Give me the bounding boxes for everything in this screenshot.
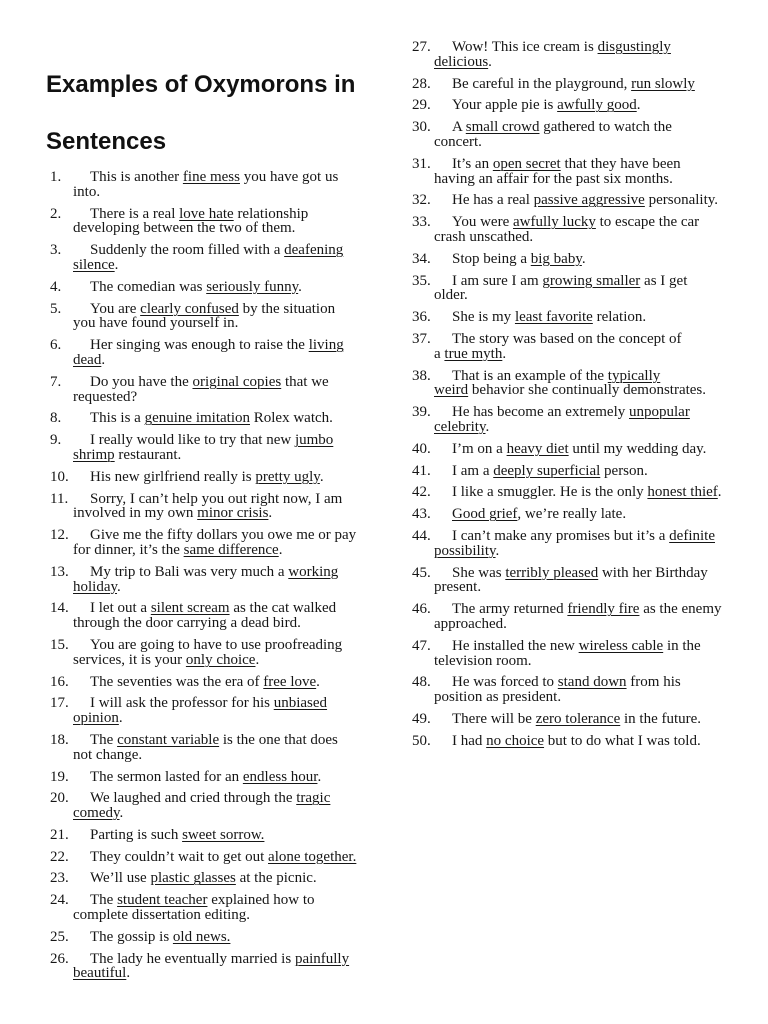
oxymoron-phrase: run slowly <box>631 75 695 92</box>
oxymoron-phrase: working holiday <box>73 563 339 595</box>
item-sentence <box>73 433 390 463</box>
oxymoron-phrase: sweet sorrow. <box>182 826 265 843</box>
sentence-text-before: She was <box>452 564 506 581</box>
list-item <box>412 405 752 435</box>
item-sentence <box>73 770 390 785</box>
sentence-text-after: at the picnic. <box>235 870 317 887</box>
sentence-text-before: You are <box>90 300 141 317</box>
oxymoron-phrase: no choice <box>486 732 545 749</box>
item-number: 50. <box>412 732 431 749</box>
item-number: 18. <box>50 731 69 748</box>
oxymoron-phrase: plastic glasses <box>150 870 236 887</box>
item-number: 23. <box>50 870 69 887</box>
sentence-text-after: from his position as president. <box>434 674 681 706</box>
list-item <box>50 470 390 485</box>
item-number: 12. <box>50 527 69 544</box>
item-number: 47. <box>412 637 431 654</box>
sentence-text-before: This is another <box>90 169 183 185</box>
oxymoron-phrase: only choice <box>185 651 256 668</box>
sentence-text-after: . <box>495 542 500 559</box>
sentence-text-before: You are going to have to use proofreading services, it is your <box>73 636 343 668</box>
oxymoron-phrase: friendly fire <box>567 601 640 618</box>
item-number: 8. <box>50 410 62 427</box>
item-number: 39. <box>412 404 431 421</box>
list-item <box>50 302 390 332</box>
oxymoron-phrase: small crowd <box>465 119 540 136</box>
sentence-text-after: . <box>502 345 507 362</box>
oxymoron-phrase: silent scream <box>150 600 230 617</box>
sentence-text-after: with her Birthday present. <box>434 564 708 596</box>
item-number: 5. <box>50 300 62 317</box>
oxymoron-phrase: painfully beautiful <box>73 950 350 982</box>
item-number: 44. <box>412 527 431 544</box>
list-item <box>412 464 752 479</box>
sentence-text-before: You were <box>452 214 513 231</box>
item-sentence <box>73 952 390 982</box>
item-sentence <box>73 528 390 558</box>
oxymoron-phrase: unpopular celebrity <box>434 404 690 435</box>
oxymoron-phrase: stand down <box>557 674 627 691</box>
sentence-text-after: by the situation you have found yourself in. <box>73 300 336 332</box>
item-number: 27. <box>412 39 431 55</box>
item-sentence <box>434 566 752 596</box>
item-number: 34. <box>412 250 431 267</box>
oxymoron-phrase: open secret <box>492 155 561 172</box>
sentence-text-after: relationship developing between the two of them. <box>73 205 309 237</box>
sentence-text-after: as the cat walked through the door carrying a dead bird. <box>73 600 337 632</box>
oxymoron-phrase: awfully lucky <box>512 214 596 231</box>
list-item <box>412 675 752 705</box>
sentence-text-before: He installed the new <box>452 637 579 654</box>
item-sentence <box>73 696 390 726</box>
list-item <box>412 369 752 399</box>
item-sentence <box>434 193 752 208</box>
sentence-text-before: I let out a <box>90 600 151 617</box>
item-number: 40. <box>412 440 431 457</box>
item-sentence <box>434 464 752 479</box>
oxymoron-phrase: zero tolerance <box>535 710 621 727</box>
item-sentence <box>434 310 752 325</box>
list-item <box>412 602 752 632</box>
item-number: 43. <box>412 506 431 523</box>
sentence-text-before: The comedian was <box>90 278 207 295</box>
list-item <box>50 528 390 558</box>
sentence-text-after: but to do what I was told. <box>544 732 701 749</box>
item-number: 14. <box>50 600 69 617</box>
item-sentence <box>434 529 752 559</box>
sentence-text-after: in the television room. <box>434 637 701 669</box>
sentence-text-after: personality. <box>644 192 719 209</box>
item-sentence <box>434 252 752 267</box>
oxymoron-phrase: deafening silence <box>73 242 344 273</box>
list-item <box>412 120 752 150</box>
sentence-text-before: The <box>90 892 118 909</box>
list-item <box>412 734 752 749</box>
item-number: 30. <box>412 119 431 136</box>
list-item <box>50 433 390 463</box>
oxymoron-phrase: constant variable <box>117 731 220 748</box>
sentence-text-before: Give me the fifty dollars you owe me or pay for dinner, it’s the <box>73 527 357 558</box>
oxymoron-phrase: heavy diet <box>506 440 569 457</box>
sentence-text-before: It’s an <box>452 155 493 172</box>
item-number: 35. <box>412 272 431 289</box>
sentence-text-before: Parting is such <box>90 826 183 843</box>
sentence-text-before: Her singing was enough to raise the <box>90 337 309 354</box>
oxymoron-phrase: least favorite <box>514 309 593 326</box>
item-sentence <box>73 243 390 273</box>
oxymoron-phrase: typically weird <box>434 367 661 399</box>
item-number: 28. <box>412 75 431 92</box>
sentence-text-after: . <box>119 805 124 822</box>
right-column-list <box>412 40 752 755</box>
sentence-text-before: Suddenly the room filled with a <box>90 242 285 259</box>
item-sentence <box>434 332 752 362</box>
oxymoron-phrase: awfully good <box>557 97 637 114</box>
sentence-text-after: relation. <box>592 309 647 326</box>
oxymoron-phrase: genuine imitation <box>144 410 250 427</box>
list-item <box>50 492 390 522</box>
sentence-text-after: as I get older. <box>434 272 688 304</box>
sentence-text-after: . <box>255 651 260 668</box>
sentence-text-before: The <box>90 731 118 748</box>
sentence-text-before: I’m on a <box>452 440 507 457</box>
item-sentence <box>434 274 752 304</box>
sentence-text-before: A <box>452 119 466 136</box>
list-item <box>412 507 752 522</box>
sentence-text-before: Wow! This ice cream is <box>452 39 598 55</box>
oxymoron-phrase: endless hour <box>242 768 318 785</box>
item-sentence <box>434 120 752 150</box>
item-number: 3. <box>50 242 62 259</box>
item-sentence <box>73 733 390 763</box>
sentence-text-after: . <box>488 53 492 70</box>
sentence-text-after: . <box>114 256 119 273</box>
sentence-text-before: She is my <box>452 309 515 326</box>
oxymoron-phrase: big baby <box>530 250 582 267</box>
list-item <box>50 565 390 595</box>
sentence-text-after: , we’re really late. <box>517 506 627 523</box>
sentence-text-after: . <box>317 768 322 785</box>
list-item <box>412 529 752 559</box>
list-item <box>50 675 390 690</box>
oxymoron-phrase: tragic comedy <box>73 790 331 822</box>
list-item <box>50 411 390 426</box>
list-item <box>412 215 752 245</box>
item-number: 19. <box>50 768 69 785</box>
sentence-text-after: . <box>298 278 302 295</box>
item-number: 7. <box>50 373 62 390</box>
sentence-text-after: . <box>126 965 131 982</box>
list-item <box>412 712 752 727</box>
sentence-text-after: . <box>316 673 320 690</box>
sentence-text-before: I can’t make any promises but it’s a <box>452 527 670 544</box>
item-sentence <box>434 40 752 70</box>
sentence-text-after: that they have been having an affair for the past six months. <box>434 155 681 187</box>
list-item <box>50 375 390 405</box>
item-number: 45. <box>412 564 431 581</box>
oxymoron-phrase: true myth <box>444 345 503 362</box>
sentence-text-after: . <box>101 351 106 368</box>
list-item <box>50 893 390 923</box>
page-title-line-1: Examples of Oxymorons in <box>46 71 356 98</box>
oxymoron-phrase: living dead <box>73 337 344 368</box>
item-number: 31. <box>412 155 431 172</box>
list-item <box>50 871 390 886</box>
sentence-text-after: that we requested? <box>73 373 329 405</box>
item-number: 48. <box>412 674 431 691</box>
oxymoron-phrase: passive aggressive <box>533 192 645 209</box>
item-number: 29. <box>412 97 431 114</box>
item-sentence <box>434 157 752 187</box>
oxymoron-phrase: free love <box>263 673 317 690</box>
sentence-text-after: you have got us into. <box>73 169 339 200</box>
item-number: 26. <box>50 950 69 967</box>
item-sentence <box>73 170 390 200</box>
list-item <box>412 193 752 208</box>
list-item <box>50 207 390 237</box>
list-item <box>50 828 390 843</box>
sentence-text-after: . <box>117 578 121 595</box>
sentence-text-before: The lady he eventually married is <box>90 950 295 967</box>
item-number: 9. <box>50 432 62 449</box>
item-number: 46. <box>412 601 431 618</box>
sentence-text-after: to escape the car crash unscathed. <box>434 214 700 245</box>
item-sentence <box>434 675 752 705</box>
item-number: 16. <box>50 673 69 690</box>
item-sentence <box>73 871 390 886</box>
sentence-text-before: There will be <box>452 710 536 727</box>
list-item <box>50 638 390 668</box>
oxymoron-phrase: disgustingly delicious <box>434 39 671 70</box>
item-sentence <box>434 442 752 457</box>
item-number: 17. <box>50 695 69 712</box>
sentence-text-before: I am sure I am <box>452 272 543 289</box>
list-item <box>50 952 390 982</box>
oxymoron-phrase: pretty ugly <box>255 468 320 485</box>
item-sentence <box>73 565 390 595</box>
sentence-text-before: He was forced to <box>452 674 558 691</box>
item-sentence <box>73 280 390 295</box>
item-sentence <box>434 507 752 522</box>
item-number: 1. <box>50 169 62 185</box>
oxymoron-phrase: deeply superficial <box>493 462 601 479</box>
sentence-text-after: in the future. <box>620 710 702 727</box>
item-number: 15. <box>50 636 69 653</box>
sentence-text-before: Do you have the <box>90 373 193 390</box>
sentence-text-after: behavior she continually demonstrates. <box>468 382 707 399</box>
list-item <box>412 252 752 267</box>
sentence-text-before: He has a real <box>452 192 534 209</box>
sentence-text-before: My trip to Bali was very much a <box>90 563 289 580</box>
item-number: 36. <box>412 309 431 326</box>
oxymoron-phrase: fine mess <box>182 169 240 185</box>
item-number: 10. <box>50 468 69 485</box>
list-item <box>412 566 752 596</box>
sentence-text-before: He has become an extremely <box>452 404 630 421</box>
list-item <box>50 280 390 295</box>
item-sentence <box>73 638 390 668</box>
item-number: 38. <box>412 367 431 384</box>
sentence-text-before: We laughed and cried through the <box>90 790 297 807</box>
item-sentence <box>434 485 752 500</box>
list-item <box>412 98 752 113</box>
sentence-text-after: . <box>485 418 490 435</box>
oxymoron-phrase: old news. <box>172 928 231 945</box>
oxymoron-phrase: love hate <box>179 205 234 222</box>
item-number: 6. <box>50 337 62 354</box>
oxymoron-phrase: original copies <box>192 373 282 390</box>
sentence-text-before: Stop being a <box>452 250 531 267</box>
sentence-text-after: is the one that does not change. <box>73 731 338 763</box>
list-item <box>50 770 390 785</box>
item-sentence <box>73 207 390 237</box>
item-sentence <box>73 791 390 821</box>
item-sentence <box>434 98 752 113</box>
sentence-text-before: I will ask the professor for his <box>90 695 274 712</box>
list-item <box>50 170 390 200</box>
sentence-text-after: gathered to watch the concert. <box>434 119 672 150</box>
oxymoron-phrase: Good grief <box>452 506 518 523</box>
item-number: 33. <box>412 214 431 231</box>
item-number: 20. <box>50 790 69 807</box>
item-number: 13. <box>50 563 69 580</box>
sentence-text-before: We’ll use <box>90 870 151 887</box>
left-column-list <box>50 170 390 988</box>
oxymoron-phrase: seriously funny <box>206 278 299 295</box>
item-sentence <box>73 470 390 485</box>
item-sentence <box>434 639 752 669</box>
sentence-text-before: The seventies was the era of <box>90 673 264 690</box>
sentence-text-before: The story was based on the concept of a <box>434 330 682 362</box>
sentence-text-after: Rolex watch. <box>250 410 333 427</box>
oxymoron-phrase: minor crisis <box>197 505 269 522</box>
item-number: 11. <box>50 490 69 507</box>
list-item <box>412 157 752 187</box>
oxymoron-phrase: student teacher <box>117 892 208 909</box>
oxymoron-phrase: honest thief <box>647 484 718 501</box>
item-sentence <box>73 411 390 426</box>
sentence-text-after: . <box>581 250 586 267</box>
item-sentence <box>434 215 752 245</box>
sentence-text-before: I had <box>452 732 487 749</box>
item-sentence <box>73 675 390 690</box>
oxymoron-phrase: clearly confused <box>140 300 239 317</box>
item-sentence <box>73 302 390 332</box>
item-sentence <box>434 712 752 727</box>
item-number: 24. <box>50 892 69 909</box>
item-number: 41. <box>412 462 431 479</box>
oxymoron-phrase: growing smaller <box>542 272 641 289</box>
sentence-text-before: Be careful in the playground, <box>452 75 632 92</box>
oxymoron-phrase: unbiased opinion <box>73 695 328 727</box>
list-item <box>50 696 390 726</box>
list-item <box>412 40 752 70</box>
sentence-text-before: I really would like to try that new <box>90 432 295 449</box>
sentence-text-after: as the enemy approached. <box>434 601 722 632</box>
sentence-text-after: until my wedding day. <box>568 440 707 457</box>
sentence-text-before: The army returned <box>452 601 568 618</box>
oxymoron-phrase: same difference <box>183 541 279 558</box>
item-number: 32. <box>412 192 431 209</box>
item-sentence <box>434 77 752 92</box>
list-item <box>50 850 390 865</box>
item-sentence <box>73 930 390 945</box>
sentence-text-after: . <box>636 97 641 114</box>
sentence-text-after: . <box>717 484 722 501</box>
item-sentence <box>73 893 390 923</box>
list-item <box>50 601 390 631</box>
item-sentence <box>73 338 390 368</box>
sentence-text-before: This is a <box>90 410 145 427</box>
list-item <box>412 639 752 669</box>
sentence-text-before: The gossip is <box>90 928 173 945</box>
page-title-line-2: Sentences <box>46 128 167 155</box>
list-item <box>412 332 752 362</box>
oxymoron-phrase: alone together. <box>268 848 357 865</box>
item-number: 21. <box>50 826 69 843</box>
sentence-text-before: Sorry, I can’t help you out right now, I am involved in my own <box>73 490 343 522</box>
sentence-text-before: I like a smuggler. He is the only <box>452 484 648 501</box>
list-item <box>50 930 390 945</box>
sentence-text-before: Your apple pie is <box>452 97 558 114</box>
item-sentence <box>434 405 752 435</box>
item-sentence <box>434 369 752 399</box>
item-sentence <box>73 828 390 843</box>
oxymoron-phrase: wireless cable <box>578 637 664 654</box>
list-item <box>50 243 390 273</box>
list-item <box>412 485 752 500</box>
sentence-text-before: They couldn’t wait to get out <box>90 848 269 865</box>
sentence-text-after: explained how to complete dissertation editing. <box>73 892 315 924</box>
list-item <box>50 338 390 368</box>
oxymoron-phrase: definite possibility <box>434 527 715 559</box>
item-number: 4. <box>50 278 62 295</box>
item-number: 42. <box>412 484 431 501</box>
item-number: 25. <box>50 928 69 945</box>
item-sentence <box>434 602 752 632</box>
sentence-text-after: restaurant. <box>114 446 182 463</box>
item-number: 22. <box>50 848 69 865</box>
sentence-text-after: . <box>278 541 283 558</box>
list-item <box>50 791 390 821</box>
list-item <box>412 77 752 92</box>
item-sentence <box>434 734 752 749</box>
item-sentence <box>73 850 390 865</box>
sentence-text-after: . <box>118 710 123 727</box>
item-number: 2. <box>50 205 62 222</box>
sentence-text-after: . <box>268 505 273 522</box>
sentence-text-before: I am a <box>452 462 494 479</box>
item-sentence <box>73 375 390 405</box>
sentence-text-before: There is a real <box>90 205 180 222</box>
sentence-text-before: That is an example of the <box>452 367 608 384</box>
list-item <box>412 310 752 325</box>
item-sentence <box>73 492 390 522</box>
item-number: 49. <box>412 710 431 727</box>
sentence-text-before: His new girlfriend really is <box>90 468 256 485</box>
list-item <box>50 733 390 763</box>
list-item <box>412 442 752 457</box>
sentence-text-after: person. <box>600 462 648 479</box>
list-item <box>412 274 752 304</box>
item-sentence <box>73 601 390 631</box>
oxymoron-phrase: jumbo shrimp <box>73 432 334 463</box>
item-number: 37. <box>412 330 431 347</box>
oxymoron-phrase: terribly pleased <box>505 564 599 581</box>
sentence-text-after: . <box>319 468 324 485</box>
sentence-text-before: The sermon lasted for an <box>90 768 243 785</box>
